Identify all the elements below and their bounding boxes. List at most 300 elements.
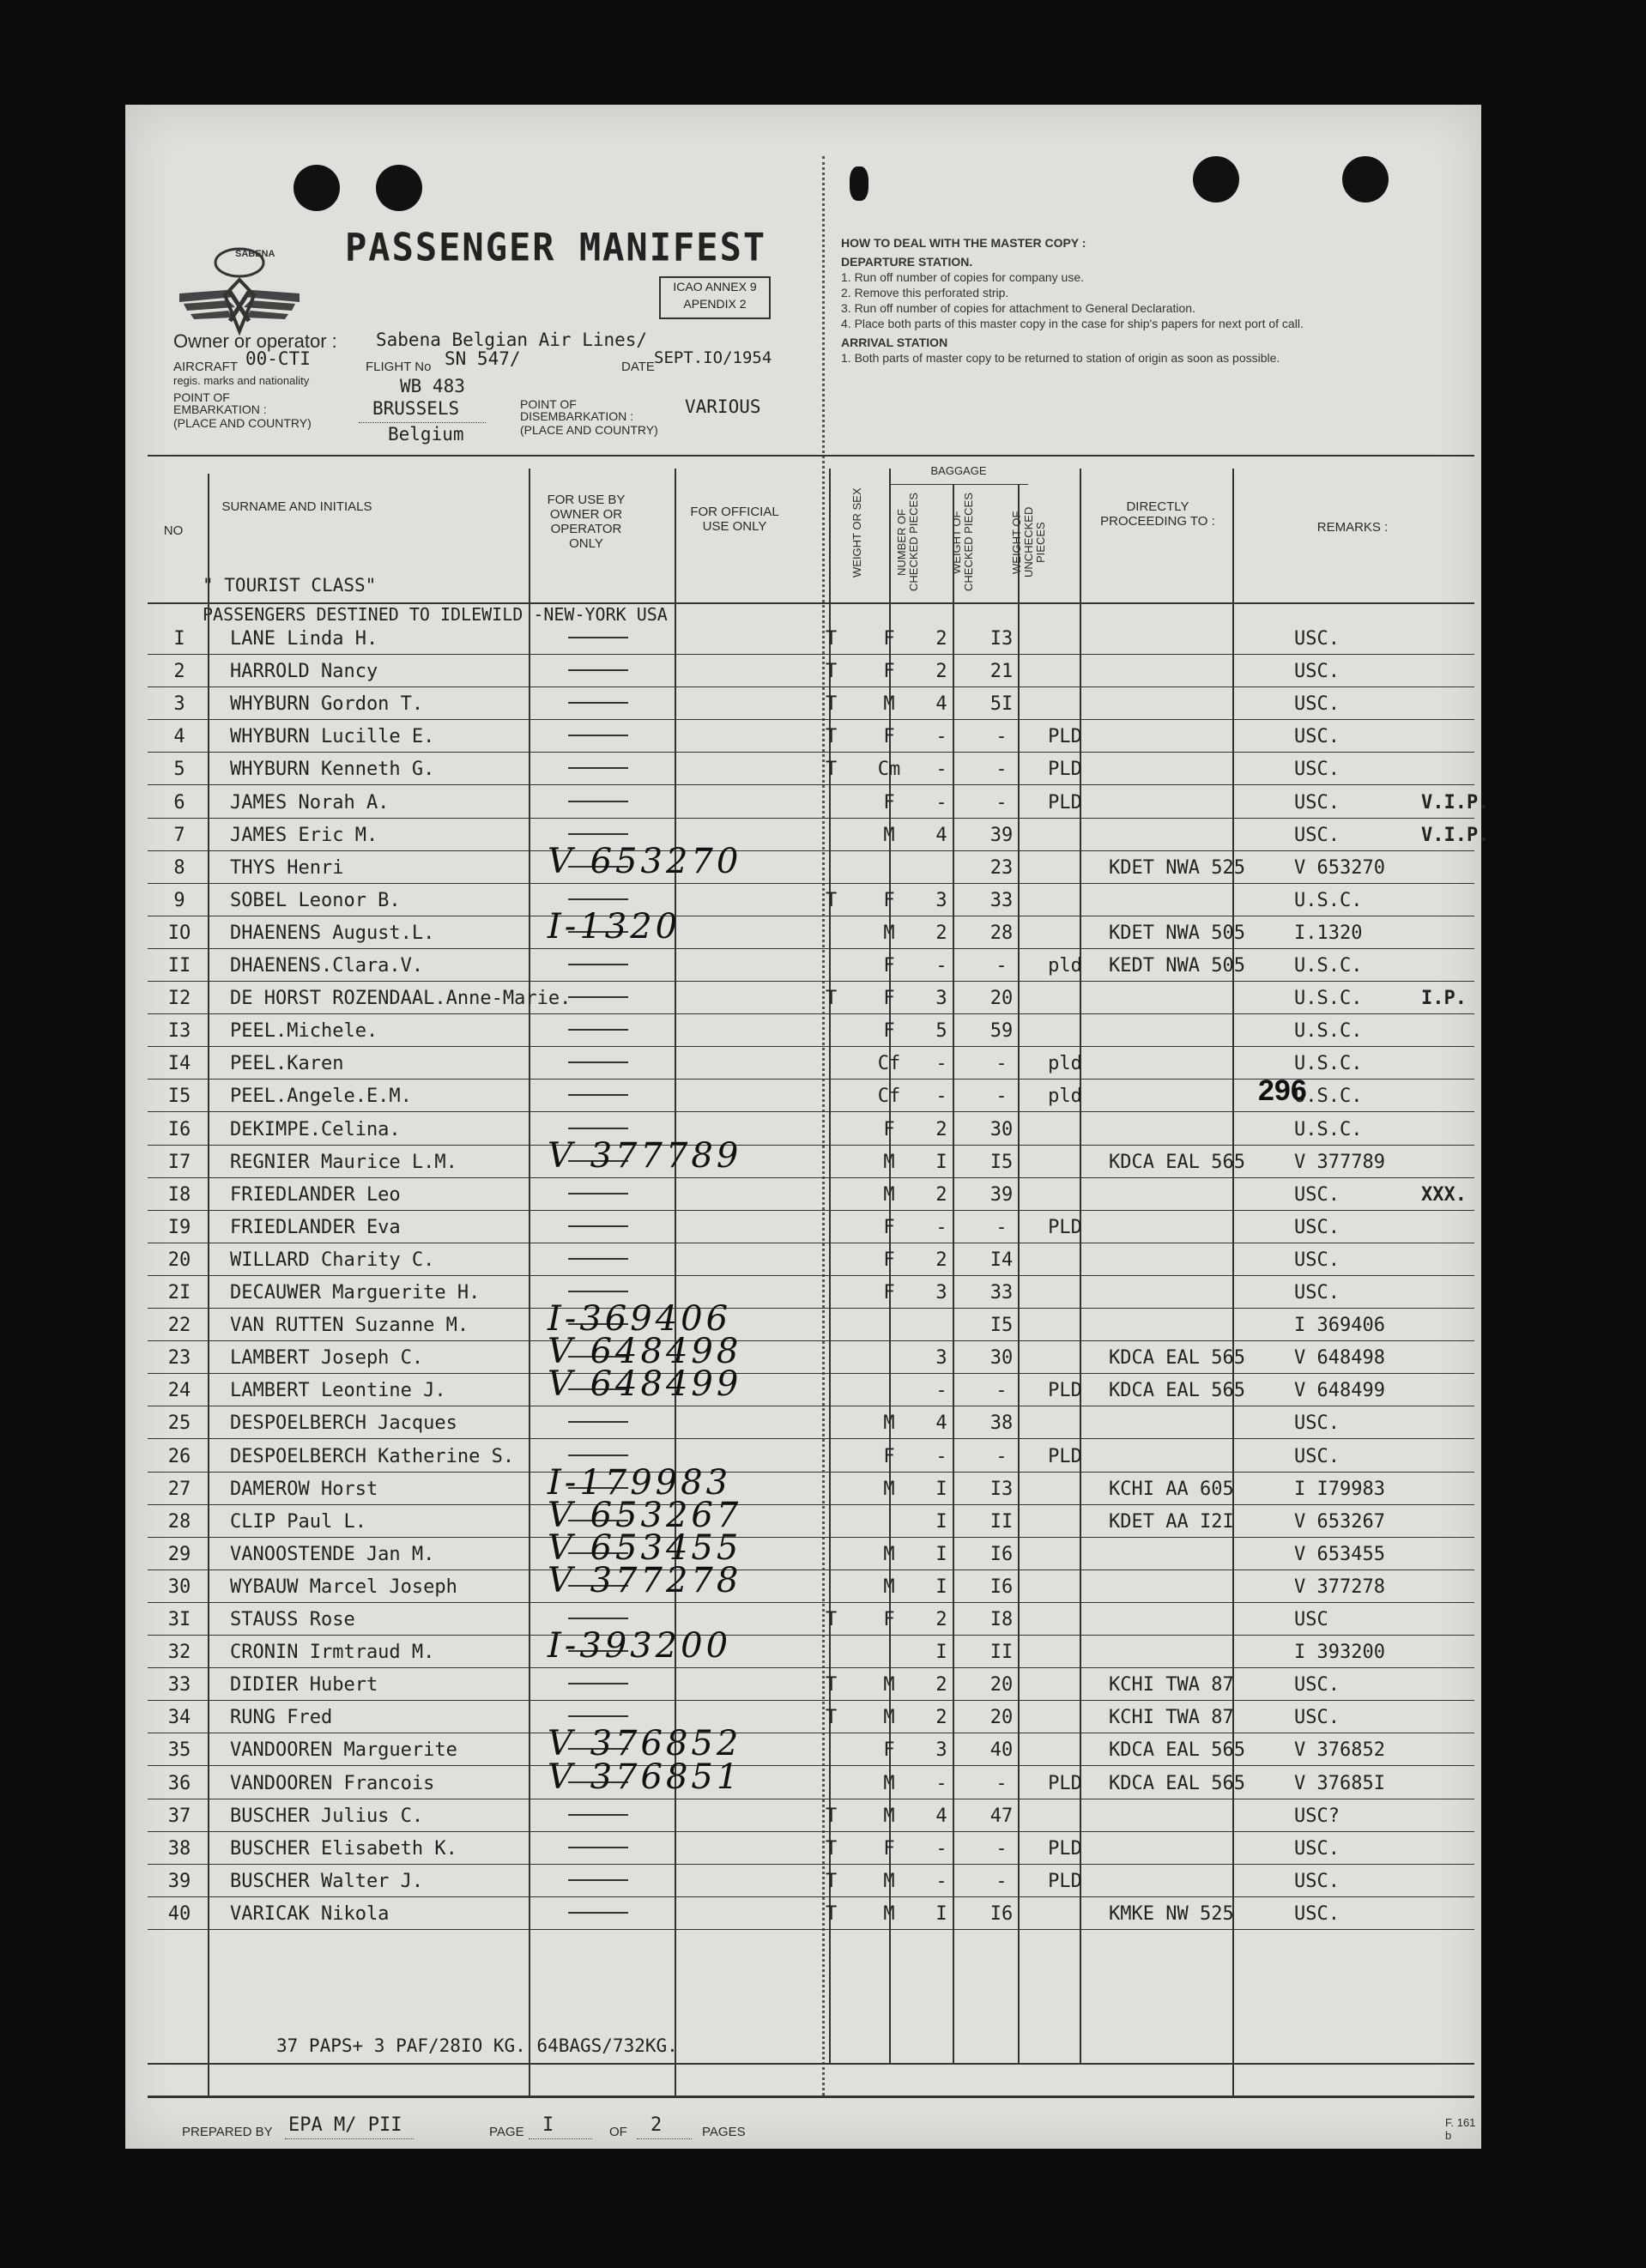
row-line xyxy=(148,752,1474,753)
table-row xyxy=(148,623,1474,656)
owner-check-mark xyxy=(568,996,628,998)
table-row xyxy=(148,1309,1474,1342)
weight-or-sex: M xyxy=(883,1151,895,1173)
checked-weight: 21 xyxy=(989,661,1014,683)
checked-weight: 59 xyxy=(989,1020,1014,1043)
official-mark: T xyxy=(826,889,838,911)
table-row xyxy=(148,1506,1474,1539)
remarks: V 648498 xyxy=(1294,1347,1385,1370)
proceeding-to: KDET NWA 505 xyxy=(1109,922,1245,944)
checked-weight: I3 xyxy=(989,628,1014,650)
passenger-name: VANOOSTENDE Jan M. xyxy=(230,1543,435,1565)
row-number: 5 xyxy=(173,759,185,781)
embark-value: BRUSSELS xyxy=(372,398,460,419)
row-number: I3 xyxy=(167,1020,191,1043)
row-number: I7 xyxy=(167,1151,191,1173)
remarks: V 37685I xyxy=(1294,1772,1385,1794)
row-number: I6 xyxy=(167,1118,191,1140)
owner-check-mark xyxy=(568,702,628,704)
passenger-name: BUSCHER Walter J. xyxy=(230,1870,424,1892)
row-line xyxy=(148,1635,1474,1636)
remarks: V 377789 xyxy=(1294,1151,1385,1173)
checked-weight: 33 xyxy=(989,1282,1014,1303)
row-number: II xyxy=(167,955,191,977)
table-row xyxy=(148,1702,1474,1734)
row-number: 6 xyxy=(173,791,185,813)
page-title: PASSENGER MANIFEST xyxy=(345,225,767,270)
weight-or-sex: M xyxy=(883,1772,895,1794)
owner-check-mark xyxy=(568,898,628,900)
col-baggage: BAGGAGE xyxy=(930,464,987,477)
weight-or-sex: Cf xyxy=(877,1053,901,1075)
passenger-name: FRIEDLANDER Eva xyxy=(230,1216,401,1238)
official-mark: T xyxy=(826,1870,838,1892)
checked-pieces: 2 xyxy=(935,1249,947,1271)
row-line xyxy=(148,1210,1474,1211)
row-line xyxy=(148,1046,1474,1047)
row-line xyxy=(148,1275,1474,1276)
embark-label: EMBARKATION : xyxy=(173,402,267,416)
weight-or-sex: F xyxy=(883,1445,895,1467)
checked-weight: 28 xyxy=(989,922,1014,944)
prepared-by-label: PREPARED BY xyxy=(182,2125,273,2139)
disembark-label: (PLACE AND COUNTRY) xyxy=(520,423,658,437)
checked-weight: II xyxy=(989,1642,1014,1664)
checked-pieces: I xyxy=(935,1510,947,1533)
row-line xyxy=(148,1765,1474,1766)
row-line xyxy=(148,1569,1474,1570)
checked-pieces: - xyxy=(935,726,947,748)
col-no: NO xyxy=(163,523,184,538)
checked-weight: - xyxy=(995,1053,1008,1075)
checked-weight: 5I xyxy=(989,693,1014,716)
handwritten-passport-number: V 648498 xyxy=(548,1332,742,1372)
row-line xyxy=(148,1929,1474,1930)
passenger-name: WHYBURN Lucille E. xyxy=(230,726,435,748)
remarks: USC. xyxy=(1294,628,1340,650)
baggage-divider xyxy=(889,484,1028,485)
passenger-name: VANDOOREN Marguerite xyxy=(230,1739,457,1762)
totals-summary: 37 PAPS+ 3 PAF/28IO KG. 64BAGS/732KG. xyxy=(276,2035,678,2056)
remarks: USC. xyxy=(1294,1412,1340,1435)
checked-pieces: I xyxy=(935,1543,947,1565)
handwritten-passport-number: I-179983 xyxy=(548,1462,732,1503)
checked-weight: - xyxy=(995,1380,1008,1402)
owner-check-mark xyxy=(568,637,628,638)
row-line xyxy=(148,1145,1474,1146)
table-row xyxy=(148,1539,1474,1571)
owner-check-mark xyxy=(568,1225,628,1227)
passenger-name: WILLARD Charity C. xyxy=(230,1249,435,1271)
checked-pieces: - xyxy=(935,759,947,781)
table-row xyxy=(148,1375,1474,1407)
embark-country: Belgium xyxy=(388,424,464,445)
owner-check-mark xyxy=(568,1258,628,1260)
remarks: I 393200 xyxy=(1294,1642,1385,1664)
passenger-name: VANDOOREN Francois xyxy=(230,1772,435,1794)
proceeding-to: KDCA EAL 565 xyxy=(1109,1739,1245,1762)
prepared-by-value: EPA M/ PII xyxy=(288,2114,402,2136)
passenger-name: DESPOELBERCH Katherine S. xyxy=(230,1445,515,1467)
unchecked-weight: pld xyxy=(1048,955,1082,977)
flight-value: SN 547/ xyxy=(445,348,521,369)
table-row xyxy=(148,1669,1474,1702)
row-number: I2 xyxy=(167,988,191,1010)
passenger-name: BUSCHER Elisabeth K. xyxy=(230,1837,457,1860)
disembark-value: VARIOUS xyxy=(685,396,761,417)
owner-check-mark xyxy=(568,1061,628,1063)
handwritten-passport-number: V 377278 xyxy=(548,1560,742,1600)
handwritten-passport-number: V 653267 xyxy=(548,1495,742,1535)
weight-or-sex: M xyxy=(883,693,895,716)
proceeding-to: KDCA EAL 565 xyxy=(1109,1347,1245,1370)
remarks: U.S.C. xyxy=(1294,889,1363,911)
checked-weight: I3 xyxy=(989,1478,1014,1500)
weight-or-sex: F xyxy=(883,628,895,650)
passenger-name: JAMES Eric M. xyxy=(230,824,378,846)
checked-weight: I4 xyxy=(989,1249,1014,1271)
row-number: 22 xyxy=(167,1315,191,1337)
embark-label: (PLACE AND COUNTRY) xyxy=(173,416,312,430)
table-row xyxy=(148,1212,1474,1244)
remarks: U.S.C. xyxy=(1294,1020,1363,1043)
table-row xyxy=(148,1015,1474,1048)
checked-pieces: - xyxy=(935,1772,947,1794)
col-owner-use: FOR USE BY OWNER OR OPERATOR ONLY xyxy=(547,493,626,551)
owner-check-mark xyxy=(568,964,628,965)
owner-check-mark xyxy=(568,1128,628,1129)
weight-or-sex: M xyxy=(883,1674,895,1696)
owner-label: Owner or operator : xyxy=(173,330,337,352)
owner-check-mark xyxy=(568,1683,628,1684)
proceeding-to: KDCA EAL 565 xyxy=(1109,1380,1245,1402)
owner-check-mark xyxy=(568,1291,628,1292)
weight-or-sex: M xyxy=(883,1707,895,1729)
checked-weight: - xyxy=(995,1445,1008,1467)
unchecked-weight: PLD xyxy=(1048,1837,1082,1860)
table-row xyxy=(148,1342,1474,1375)
passenger-name: BUSCHER Julius C. xyxy=(230,1805,424,1827)
proceeding-to: KMKE NW 525 xyxy=(1109,1902,1234,1925)
checked-pieces: 2 xyxy=(935,1609,947,1630)
row-number: I9 xyxy=(167,1216,191,1238)
weight-or-sex: F xyxy=(883,988,895,1010)
row-line xyxy=(148,1864,1474,1865)
row-number: I8 xyxy=(167,1183,191,1206)
checked-pieces: I xyxy=(935,1902,947,1925)
remarks: USC. xyxy=(1294,1445,1340,1467)
handwritten-passport-number: V 376851 xyxy=(548,1757,742,1797)
table-row xyxy=(148,721,1474,753)
table-row xyxy=(148,753,1474,786)
remarks: USC. xyxy=(1294,1216,1340,1238)
checked-pieces: 2 xyxy=(935,1674,947,1696)
official-mark: T xyxy=(826,1674,838,1696)
wb-value: WB 483 xyxy=(400,376,465,396)
table-row xyxy=(148,688,1474,721)
weight-or-sex: F xyxy=(883,1739,895,1762)
remarks: U.S.C. xyxy=(1294,1053,1363,1075)
row-number: I5 xyxy=(167,1086,191,1108)
checked-pieces: I xyxy=(935,1151,947,1173)
handwritten-passport-number: V 376852 xyxy=(548,1724,742,1764)
checked-pieces: 2 xyxy=(935,922,947,944)
owner-check-mark xyxy=(568,735,628,736)
passenger-name: PEEL.Karen xyxy=(230,1053,344,1075)
unchecked-weight: PLD xyxy=(1048,791,1082,813)
checked-weight: - xyxy=(995,1870,1008,1892)
weight-or-sex: M xyxy=(883,1902,895,1925)
icao-annex-box xyxy=(659,276,771,319)
passenger-name: DECAUWER Marguerite H. xyxy=(230,1282,481,1303)
remarks: USC. xyxy=(1294,791,1340,813)
row-line xyxy=(148,1472,1474,1473)
arrival-heading: ARRIVAL STATION xyxy=(841,336,948,349)
table-row xyxy=(148,983,1474,1015)
instruction-item: 1. Both parts of master copy to be returned to station of origin as soon as possible. xyxy=(841,351,1280,365)
annex-line: ICAO ANNEX 9 xyxy=(673,280,757,293)
row-line xyxy=(148,1504,1474,1505)
checked-pieces: 2 xyxy=(935,661,947,683)
owner-check-mark xyxy=(568,1421,628,1423)
weight-or-sex: F xyxy=(883,1118,895,1140)
weight-or-sex: F xyxy=(883,726,895,748)
owner-check-mark xyxy=(568,833,628,835)
aircraft-value: 00-CTI xyxy=(245,348,311,369)
checked-pieces: 3 xyxy=(935,889,947,911)
official-mark: T xyxy=(826,988,838,1010)
passenger-name: PEEL.Angele.E.M. xyxy=(230,1086,412,1108)
weight-or-sex: F xyxy=(883,1249,895,1271)
checked-pieces: - xyxy=(935,1870,947,1892)
row-line xyxy=(148,1308,1474,1309)
instructions-title: HOW TO DEAL WITH THE MASTER COPY : xyxy=(841,236,1086,250)
row-number: 20 xyxy=(167,1249,191,1271)
unchecked-weight: PLD xyxy=(1048,1445,1082,1467)
embark-label: POINT OF xyxy=(173,390,230,404)
remarks: USC xyxy=(1294,1609,1328,1630)
official-mark: T xyxy=(826,759,838,781)
remarks: USC. xyxy=(1294,824,1340,846)
instruction-item: 1. Run off number of copies for company use. xyxy=(841,270,1085,284)
row-number: 26 xyxy=(167,1445,191,1467)
table-row xyxy=(148,1604,1474,1636)
remarks: U.S.C. xyxy=(1294,1118,1363,1140)
remarks: USC. xyxy=(1294,1870,1340,1892)
owner-check-mark xyxy=(568,1814,628,1816)
table-row xyxy=(148,1571,1474,1604)
passenger-name: SOBEL Leonor B. xyxy=(230,889,401,911)
passenger-name: DHAENENS.Clara.V. xyxy=(230,955,424,977)
weight-or-sex: F xyxy=(883,661,895,683)
proceeding-to: KCHI AA 605 xyxy=(1109,1478,1234,1500)
owner-check-mark xyxy=(568,1879,628,1881)
checked-weight: 39 xyxy=(989,1183,1014,1206)
col-weight-sex: WEIGHT OR SEX xyxy=(850,487,863,578)
row-number: 9 xyxy=(173,889,185,911)
row-line xyxy=(148,1700,1474,1701)
of-label: OF xyxy=(609,2125,627,2139)
row-number: 35 xyxy=(167,1739,191,1762)
table-row xyxy=(148,1800,1474,1833)
date-value: SEPT.IO/1954 xyxy=(654,348,772,367)
checked-weight: 23 xyxy=(989,856,1014,879)
official-mark: T xyxy=(826,693,838,716)
checked-pieces: 3 xyxy=(935,1282,947,1303)
official-mark: T xyxy=(826,1902,838,1925)
row-line xyxy=(148,686,1474,687)
table-row xyxy=(148,1833,1474,1866)
col-official-use: FOR OFFICIAL USE ONLY xyxy=(690,505,779,534)
checked-pieces: - xyxy=(935,1837,947,1860)
remarks: USC. xyxy=(1294,1674,1340,1696)
checked-pieces: 4 xyxy=(935,693,947,716)
row-number: 8 xyxy=(173,856,185,879)
checked-pieces: - xyxy=(935,1053,947,1075)
remarks: USC. xyxy=(1294,1837,1340,1860)
weight-or-sex: F xyxy=(883,1282,895,1303)
passenger-name: DAMEROW Horst xyxy=(230,1478,378,1500)
weight-or-sex: M xyxy=(883,1805,895,1827)
passenger-name: VAN RUTTEN Suzanne M. xyxy=(230,1315,469,1337)
departure-heading: DEPARTURE STATION. xyxy=(841,255,973,269)
remarks: I.1320 xyxy=(1294,922,1363,944)
passenger-name: WHYBURN Gordon T. xyxy=(230,693,424,716)
proceeding-to: KCHI TWA 87 xyxy=(1109,1707,1234,1729)
remarks: V 653267 xyxy=(1294,1510,1385,1533)
weight-or-sex: F xyxy=(883,955,895,977)
checked-pieces: 4 xyxy=(935,1412,947,1435)
checked-pieces: I xyxy=(935,1478,947,1500)
official-mark: T xyxy=(826,1805,838,1827)
checked-pieces: 4 xyxy=(935,1805,947,1827)
remarks: USC? xyxy=(1294,1805,1340,1827)
unchecked-weight: PLD xyxy=(1048,726,1082,748)
row-number: I xyxy=(173,628,185,650)
row-line xyxy=(148,1438,1474,1439)
owner-check-mark xyxy=(568,1715,628,1717)
page-value: I xyxy=(542,2114,554,2136)
checked-weight: II xyxy=(989,1510,1014,1533)
unchecked-weight: pld xyxy=(1048,1053,1082,1075)
checked-weight: 30 xyxy=(989,1118,1014,1140)
row-line xyxy=(148,883,1474,884)
proceeding-to: KCHI TWA 87 xyxy=(1109,1674,1234,1696)
row-number: 36 xyxy=(167,1772,191,1794)
official-mark: T xyxy=(826,661,838,683)
passenger-name: VARICAK Nikola xyxy=(230,1902,390,1925)
checked-weight: - xyxy=(995,1086,1008,1108)
checked-weight: I5 xyxy=(989,1151,1014,1173)
of-value: 2 xyxy=(651,2114,663,2136)
passenger-name: LAMBERT Leontine J. xyxy=(230,1380,446,1402)
owner-check-mark xyxy=(568,801,628,802)
passenger-name: JAMES Norah A. xyxy=(230,791,390,813)
owner-check-mark xyxy=(568,1029,628,1031)
remarks: U.S.C. xyxy=(1294,988,1363,1010)
weight-or-sex: F xyxy=(883,1609,895,1630)
remarks: USC. xyxy=(1294,759,1340,781)
annex-line: APENDIX 2 xyxy=(683,297,747,311)
unchecked-weight: PLD xyxy=(1048,1870,1082,1892)
table-row xyxy=(148,1768,1474,1800)
table-row xyxy=(148,1407,1474,1440)
manifest-sheet xyxy=(125,105,1490,2149)
row-number: 28 xyxy=(167,1510,191,1533)
passenger-name: CLIP Paul L. xyxy=(230,1510,366,1533)
row-line xyxy=(148,1667,1474,1668)
table-row xyxy=(148,885,1474,917)
remarks: USC. xyxy=(1294,1249,1340,1271)
checked-pieces: - xyxy=(935,1086,947,1108)
punch-hole xyxy=(293,165,340,211)
checked-pieces: 5 xyxy=(935,1020,947,1043)
row-number: 37 xyxy=(167,1805,191,1827)
official-mark: T xyxy=(826,1837,838,1860)
owner-check-mark xyxy=(568,1912,628,1914)
checked-pieces: 3 xyxy=(935,1347,947,1370)
row-number: 24 xyxy=(167,1380,191,1402)
checked-weight: 20 xyxy=(989,1707,1014,1729)
unchecked-weight: PLD xyxy=(1048,759,1082,781)
remarks-extra: V.I.P. xyxy=(1421,824,1490,846)
passenger-name: HARROLD Nancy xyxy=(230,661,378,683)
col-remarks: REMARKS : xyxy=(1316,520,1389,535)
passenger-name: PEEL.Michele. xyxy=(230,1020,378,1043)
row-line xyxy=(148,1013,1474,1014)
passenger-name: WHYBURN Kenneth G. xyxy=(230,759,435,781)
unchecked-weight: PLD xyxy=(1048,1216,1082,1238)
checked-weight: I6 xyxy=(989,1902,1014,1925)
row-number: 38 xyxy=(167,1837,191,1860)
checked-pieces: I xyxy=(935,1576,947,1598)
punch-hole xyxy=(376,165,422,211)
row-number: 39 xyxy=(167,1870,191,1892)
checked-weight: 40 xyxy=(989,1739,1014,1762)
checked-weight: 39 xyxy=(989,824,1014,846)
checked-weight: 33 xyxy=(989,889,1014,911)
checked-weight: 20 xyxy=(989,1674,1014,1696)
col-wt-checked: WEIGHT OF CHECKED PIECES xyxy=(950,493,975,592)
checked-weight: I6 xyxy=(989,1543,1014,1565)
disembark-label: DISEMBARKATION : xyxy=(520,409,633,423)
checked-weight: - xyxy=(995,1216,1008,1238)
master-copy-instructions xyxy=(841,232,1442,366)
passenger-name: DIDIER Hubert xyxy=(230,1674,378,1696)
passenger-name: WYBAUW Marcel Joseph xyxy=(230,1576,457,1598)
col-wt-unchecked: WEIGHT OF UNCHECKED PIECES xyxy=(1010,506,1047,578)
passenger-name: STAUSS Rose xyxy=(230,1609,355,1630)
divider xyxy=(637,2138,692,2139)
divider xyxy=(529,2138,592,2139)
row-line xyxy=(148,981,1474,982)
row-line xyxy=(148,654,1474,655)
weight-or-sex: M xyxy=(883,1543,895,1565)
instruction-item: 2. Remove this perforated strip. xyxy=(841,286,1009,299)
punch-hole xyxy=(1193,156,1239,203)
checked-pieces: 2 xyxy=(935,628,947,650)
remarks: USC. xyxy=(1294,1282,1340,1303)
row-line xyxy=(148,719,1474,720)
passenger-name: DHAENENS August.L. xyxy=(230,922,435,944)
weight-or-sex: F xyxy=(883,791,895,813)
weight-or-sex: M xyxy=(883,824,895,846)
remarks: USC. xyxy=(1294,661,1340,683)
checked-weight: I5 xyxy=(989,1315,1014,1337)
checked-weight: - xyxy=(995,955,1008,977)
remarks: U.S.C. xyxy=(1294,1086,1363,1108)
table-row xyxy=(148,1734,1474,1767)
